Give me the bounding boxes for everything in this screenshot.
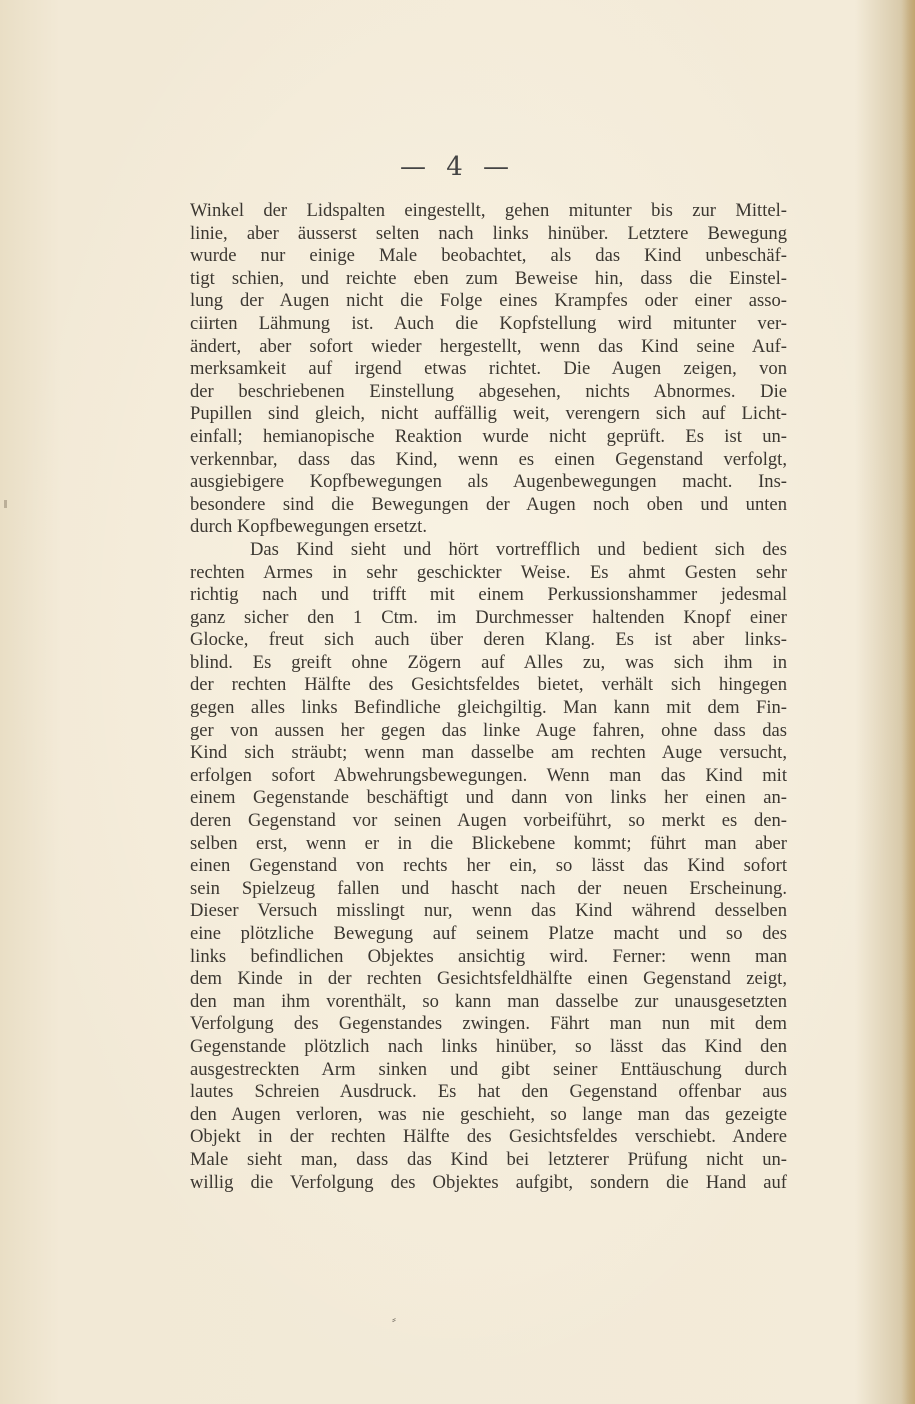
paragraph-start-line: Das Kind sieht und hört vortrefflich und bedient sich des [250, 538, 787, 560]
text-line: blind. Es greift ohne Zögern auf Alles zu, was sich ihm in [190, 651, 787, 673]
text-line: sein Spielzeug fallen und hascht nach der neuen Erscheinung. [190, 877, 787, 899]
text-line: ciirten Lähmung ist. Auch die Kopfstellung wird mitunter ver- [190, 312, 787, 334]
text-line: ger von aussen her gegen das linke Auge fahren, ohne dass das [190, 719, 787, 741]
page-edge-shadow [901, 0, 915, 1404]
text-line: ausgestreckten Arm sinken und gibt seiner Enttäuschung durch [190, 1058, 787, 1080]
text-line: verkennbar, dass das Kind, wenn es einen Gegenstand verfolgt, [190, 448, 787, 470]
text-line: Pupillen sind gleich, nicht auffällig weit, verengern sich auf Licht- [190, 403, 787, 425]
margin-speck [4, 500, 7, 508]
text-line: Glocke, freut sich auch über deren Klang. Es ist aber links- [190, 629, 787, 651]
text-line: einen Gegenstand von rechts her ein, so lässt das Kind sofort [190, 855, 787, 877]
text-line: dem Kinde in der rechten Gesichtsfeldhälfte einen Gegenstand zeigt, [190, 968, 787, 990]
text-line: einfall; hemianopische Reaktion wurde nicht geprüft. Es ist un- [190, 425, 787, 447]
text-line: Verfolgung des Gegenstandes zwingen. Fährt man nun mit dem [190, 1013, 787, 1035]
text-line: der rechten Hälfte des Gesichtsfeldes bietet, verhält sich hingegen [190, 674, 787, 696]
text-line: deren Gegenstand vor seinen Augen vorbeiführt, so merkt es den- [190, 810, 787, 832]
body-text [190, 200, 787, 1194]
text-line: den man ihm vorenthält, so kann man dasselbe zur unausgesetzten [190, 990, 787, 1012]
text-line: ganz sicher den 1 Ctm. im Durchmesser haltenden Knopf einer [190, 606, 787, 628]
text-line: lung der Augen nicht die Folge eines Krampfes oder einer asso- [190, 290, 787, 312]
text-line: einem Gegenstande beschäftigt und dann von links her einen an- [190, 787, 787, 809]
text-line: links befindlichen Objektes ansichtig wird. Ferner: wenn man [190, 945, 787, 967]
text-line: willig die Verfolgung des Objektes aufgibt, sondern die Hand auf [190, 1171, 787, 1193]
text-line: rechten Armes in sehr geschickter Weise. Es ahmt Gesten sehr [190, 561, 787, 583]
text-line: wurde nur einige Male beobachtet, als das Kind unbeschäf- [190, 245, 787, 267]
text-line: Gegenstande plötzlich nach links hinüber, so lässt das Kind den [190, 1035, 787, 1057]
text-line: Dieser Versuch misslingt nur, wenn das Kind während desselben [190, 900, 787, 922]
text-line: Winkel der Lidspalten eingestellt, gehen mitunter bis zur Mittel- [190, 200, 787, 221]
text-line: merksamkeit auf irgend etwas richtet. Die Augen zeigen, von [190, 358, 787, 380]
text-line: Male sieht man, dass das Kind bei letzterer Prüfung nicht un- [190, 1148, 787, 1170]
text-line: der beschriebenen Einstellung abgesehen, nichts Abnormes. Die [190, 380, 787, 402]
bottom-mark: ⸗ [392, 1312, 396, 1326]
text-line: tigt schien, und reichte eben zum Beweise hin, dass die Einstel- [190, 267, 787, 289]
text-line: ändert, aber sofort wieder hergestellt, wenn das Kind seine Auf- [190, 335, 787, 357]
page-number: — 4 — [399, 152, 516, 182]
paragraph-end-line: durch Kopfbewegungen ersetzt. [190, 516, 427, 538]
text-line: den Augen verloren, was nie geschieht, so lange man das gezeigte [190, 1103, 787, 1125]
text-line: richtig nach und trifft mit einem Perkussionshammer jedesmal [190, 584, 787, 606]
text-line: selben erst, wenn er in die Blickebene kommt; führt man aber [190, 832, 787, 854]
text-line: ausgiebigere Kopfbewegungen als Augenbewegungen macht. Ins- [190, 471, 787, 493]
text-line: lautes Schreien Ausdruck. Es hat den Gegenstand offenbar aus [190, 1081, 787, 1103]
text-line: besondere sind die Bewegungen der Augen noch oben und unten [190, 493, 787, 515]
text-line: erfolgen sofort Abwehrungsbewegungen. Wenn man das Kind mit [190, 764, 787, 786]
text-line: Objekt in der rechten Hälfte des Gesichtsfeldes verschiebt. Andere [190, 1126, 787, 1148]
text-line: Kind sich sträubt; wenn man dasselbe am rechten Auge versucht, [190, 742, 787, 764]
text-line: linie, aber äusserst selten nach links hinüber. Letztere Bewegung [190, 222, 787, 244]
text-line: gegen alles links Befindliche gleichgiltig. Man kann mit dem Fin- [190, 697, 787, 719]
text-line: eine plötzliche Bewegung auf seinem Platze macht und so des [190, 923, 787, 944]
